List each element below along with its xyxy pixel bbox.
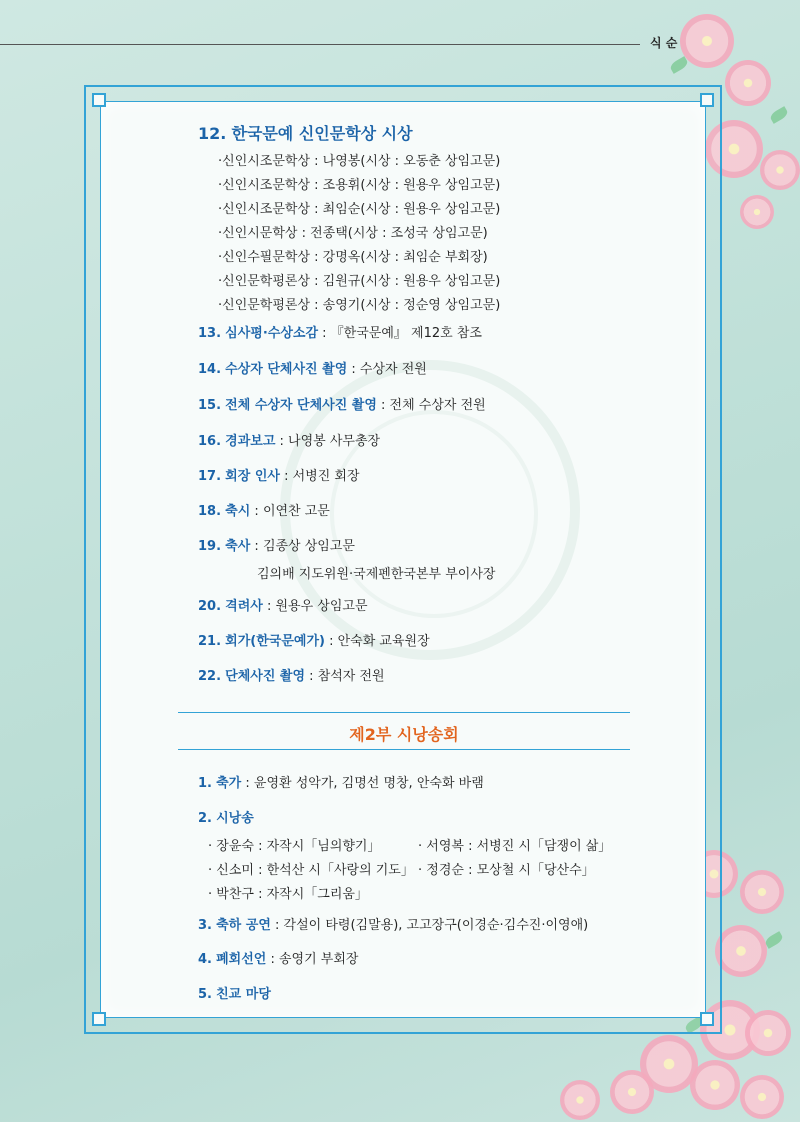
part-divider-top (178, 712, 630, 713)
part2-item-5: 5. 친교 마당 (198, 987, 271, 1002)
reading-line: · 박찬구 : 자작시「그리움」 (208, 887, 368, 902)
award-line: ·신인시조문학상 : 나영봉(시상 : 오동춘 상임고문) (218, 154, 501, 169)
program-item-19: 19. 축사 : 김종상 상임고문 (198, 539, 355, 554)
award-line: ·신인수필문학상 : 강명옥(시상 : 최임순 부회장) (218, 250, 488, 265)
header-rule (0, 44, 640, 45)
part2-item-1: 1. 축가 : 윤영환 성악가, 김명선 명창, 안숙화 바램 (198, 776, 484, 791)
program-item-16: 16. 경과보고 : 나영봉 사무총장 (198, 434, 381, 449)
program-item-22: 22. 단체사진 촬영 : 참석자 전원 (198, 669, 385, 684)
program-item-17: 17. 회장 인사 : 서병진 회장 (198, 469, 360, 484)
part2-title: 제2부 시낭송회 (349, 725, 459, 744)
award-line: ·신인시문학상 : 전종택(시상 : 조성국 상임고문) (218, 226, 488, 241)
award-line: ·신인문학평론상 : 송영기(시상 : 정순영 상임고문) (218, 298, 501, 313)
part2-item-2: 2. 시낭송 (198, 811, 254, 826)
part-divider-bottom (178, 749, 630, 750)
reading-line: · 장윤숙 : 자작시「님의향기」 (208, 839, 381, 854)
frame-corner (92, 93, 106, 107)
program-item-14: 14. 수상자 단체사진 촬영 : 수상자 전원 (198, 362, 427, 377)
program-item-12: 12. 한국문예 신인문학상 시상 (198, 124, 413, 143)
program-item-15: 15. 전체 수상자 단체사진 촬영 : 전체 수상자 전원 (198, 398, 486, 413)
reading-line: · 서영복 : 서병진 시「담쟁이 삶」 (418, 839, 612, 854)
congrats-extra: 김의배 지도위원·국제펜한국본부 부이사장 (257, 567, 496, 582)
part2-item-4: 4. 폐회선언 : 송영기 부회장 (198, 952, 359, 967)
reading-line: · 정경순 : 모상철 시「당산수」 (418, 863, 595, 878)
award-line: ·신인시조문학상 : 최임순(시상 : 원용우 상임고문) (218, 202, 501, 217)
program-item-21: 21. 회가(한국문예가) : 안숙화 교육원장 (198, 634, 430, 649)
frame-corner (92, 1012, 106, 1026)
part2-item-3: 3. 축하 공연 : 각설이 타령(김말용), 고고장구(이경순·김수진·이영애) (198, 918, 589, 933)
section-tag: 식 순 (650, 36, 678, 50)
reading-line: · 신소미 : 한석산 시「사랑의 기도」 (208, 863, 414, 878)
program-item-20: 20. 격려사 : 원용우 상임고문 (198, 599, 368, 614)
award-line: ·신인시조문학상 : 조용휘(시상 : 원용우 상임고문) (218, 178, 501, 193)
program-item-13: 13. 심사평·수상소감 : 『한국문예』 제12호 참조 (198, 326, 482, 341)
frame-corner (700, 1012, 714, 1026)
award-line: ·신인문학평론상 : 김원규(시상 : 원용우 상임고문) (218, 274, 501, 289)
frame-corner (700, 93, 714, 107)
program-item-18: 18. 축시 : 이연찬 고문 (198, 504, 330, 519)
